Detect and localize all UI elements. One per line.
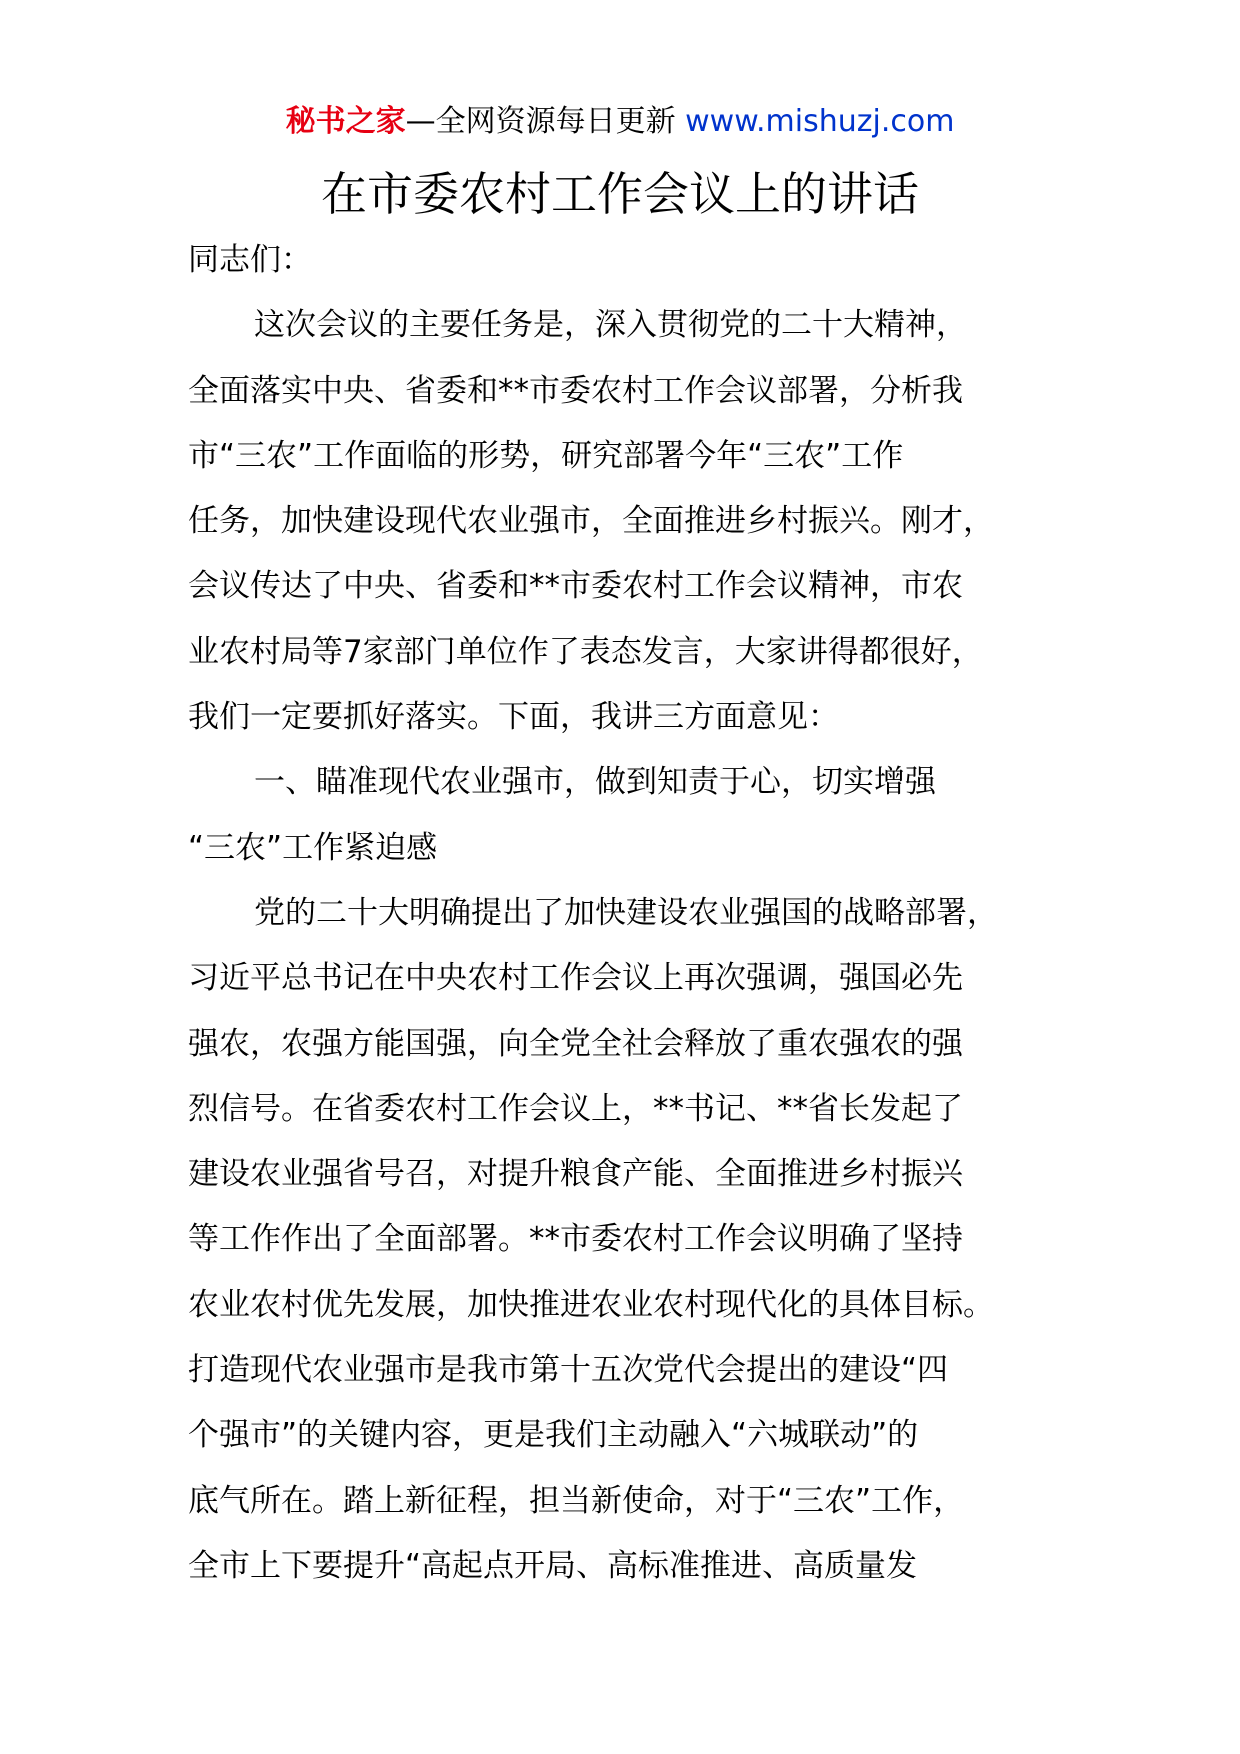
document-body xyxy=(188,228,1068,1599)
paragraph-line: 全市上下要提升“高起点开局、高标准推进、高质量发 xyxy=(188,1547,918,1584)
paragraph-line: 党的二十大明确提出了加快建设农业强国的战略部署， xyxy=(254,894,998,931)
site-banner xyxy=(0,100,1240,144)
section-heading-line: “三农”工作紧迫感 xyxy=(188,829,438,866)
salutation: 同志们： xyxy=(188,242,312,278)
brand-name: 秘书之家 xyxy=(285,104,406,139)
paragraph-line: 底气所在。踏上新征程，担当新使命，对于“三农”工作， xyxy=(188,1482,965,1519)
document-title: 在市委农村工作会议上的讲话 xyxy=(321,167,919,221)
paragraph-line: 任务，加快建设现代农业强市，全面推进乡村振兴。刚才， xyxy=(188,503,994,540)
section-heading-line: 一、瞄准现代农业强市，做到知责于心，切实增强 xyxy=(254,764,936,801)
paragraph-line: 烈信号。在省委农村工作会议上，**书记、**省长发起了 xyxy=(188,1090,963,1127)
paragraph-line: 这次会议的主要任务是，深入贯彻党的二十大精神， xyxy=(254,307,967,344)
paragraph-line: 农业农村优先发展，加快推进农业农村现代化的具体目标。 xyxy=(188,1286,994,1323)
paragraph-line: 我们一定要抓好落实。下面，我讲三方面意见： xyxy=(188,699,839,736)
paragraph-line: 市“三农”工作面临的形势，研究部署今年“三农”工作 xyxy=(188,437,904,474)
paragraph-line: 打造现代农业强市是我市第十五次党代会提出的建设“四 xyxy=(188,1352,949,1389)
paragraph-line: 全面落实中央、省委和**市委农村工作会议部署，分析我 xyxy=(188,372,963,409)
site-url-link[interactable]: www.mishuzj.com xyxy=(685,104,955,139)
paragraph-line: 强农，农强方能国强，向全党全社会释放了重农强农的强 xyxy=(188,1025,963,1062)
paragraph-line: 个强市”的关键内容，更是我们主动融入“六城联动”的 xyxy=(188,1417,919,1454)
paragraph-line: 会议传达了中央、省委和**市委农村工作会议精神，市农 xyxy=(188,568,963,605)
banner-tagline: —全网资源每日更新 xyxy=(405,104,676,139)
paragraph-line: 建设农业强省号召，对提升粮食产能、全面推进乡村振兴 xyxy=(188,1156,963,1193)
paragraph-line: 习近平总书记在中央农村工作会议上再次强调，强国必先 xyxy=(188,960,963,997)
paragraph-line: 等工作作出了全面部署。**市委农村工作会议明确了坚持 xyxy=(188,1221,963,1258)
paragraph-line: 业农村局等7家部门单位作了表态发言，大家讲得都很好， xyxy=(188,633,983,670)
